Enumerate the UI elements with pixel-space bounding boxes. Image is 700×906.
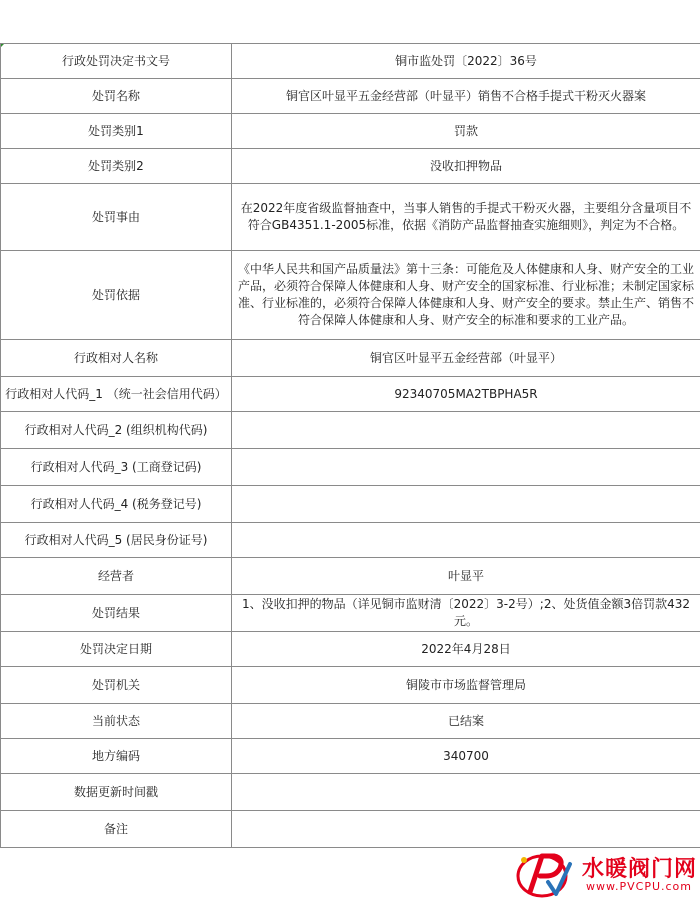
row-label: 处罚机关 (1, 667, 232, 704)
row-value: 没收扣押物品 (232, 149, 700, 184)
watermark-url: www.PVCPU.com (586, 880, 692, 893)
pv-logo-icon (512, 846, 576, 902)
table-row (1, 114, 700, 149)
row-label: 处罚类别2 (1, 149, 232, 184)
table-row (1, 739, 700, 774)
row-label: 行政相对人代码_1 （统一社会信用代码） (1, 377, 232, 412)
row-value: 1、没收扣押的物品（详见铜市监财清〔2022〕3-2号）;2、处货值金额3倍罚款432元。 (232, 595, 700, 632)
row-value: 铜市监处罚〔2022〕36号 (232, 44, 700, 79)
row-value (232, 449, 700, 486)
table-row (1, 558, 700, 595)
table-row (1, 44, 700, 79)
table-row (1, 704, 700, 739)
table-row (1, 486, 700, 523)
table-row (1, 595, 700, 632)
row-value: 《中华人民共和国产品质量法》第十三条：可能危及人体健康和人身、财产安全的工业产品，必须符合保障人体健康和人身、财产安全的国家标准、行业标准；未制定国家标准、行业标准的，必须符合保障人体健康和人身、财产安全的要求。禁止生产、销售不符合保障人体健康和人身、财产安全的标准和要求的工业产品。 (232, 251, 700, 340)
table-row (1, 149, 700, 184)
row-value: 铜官区叶显平五金经营部（叶显平）销售不合格手提式干粉灭火器案 (232, 79, 700, 114)
row-label: 处罚类别1 (1, 114, 232, 149)
row-value: 340700 (232, 739, 700, 774)
row-value (232, 412, 700, 449)
table-row (1, 449, 700, 486)
row-label: 当前状态 (1, 704, 232, 739)
table-row (1, 412, 700, 449)
row-value: 已结案 (232, 704, 700, 739)
row-label: 处罚结果 (1, 595, 232, 632)
row-label: 处罚名称 (1, 79, 232, 114)
row-label: 经营者 (1, 558, 232, 595)
row-value (232, 523, 700, 558)
table-row (1, 184, 700, 251)
row-value: 铜官区叶显平五金经营部（叶显平） (232, 340, 700, 377)
site-watermark (512, 846, 700, 902)
row-value: 在2022年度省级监督抽查中，当事人销售的手提式干粉灭火器，主要组分含量项目不符合GB4351.1-2005标准，依据《消防产品监督抽查实施细则》，判定为不合格。 (232, 184, 700, 251)
row-label: 行政相对人代码_5 (居民身份证号) (1, 523, 232, 558)
row-label: 数据更新时间戳 (1, 774, 232, 811)
table-row (1, 632, 700, 667)
row-value: 叶显平 (232, 558, 700, 595)
row-value: 92340705MA2TBPHA5R (232, 377, 700, 412)
row-value (232, 486, 700, 523)
table-row (1, 251, 700, 340)
penalty-record-table (0, 43, 700, 848)
table-row (1, 79, 700, 114)
row-label: 处罚决定日期 (1, 632, 232, 667)
table-row (1, 377, 700, 412)
row-value: 2022年4月28日 (232, 632, 700, 667)
table-row (1, 774, 700, 811)
row-label: 地方编码 (1, 739, 232, 774)
row-label: 处罚依据 (1, 251, 232, 340)
row-label: 行政处罚决定书文号 (1, 44, 232, 79)
table-row (1, 667, 700, 704)
row-label: 处罚事由 (1, 184, 232, 251)
row-label: 行政相对人名称 (1, 340, 232, 377)
row-value: 罚款 (232, 114, 700, 149)
row-label: 行政相对人代码_4 (税务登记号) (1, 486, 232, 523)
row-value (232, 811, 700, 848)
row-label: 行政相对人代码_3 (工商登记码) (1, 449, 232, 486)
table-row (1, 340, 700, 377)
table-row (1, 811, 700, 848)
row-label: 行政相对人代码_2 (组织机构代码) (1, 412, 232, 449)
watermark-title: 水暖阀门网 (582, 857, 698, 882)
row-value (232, 774, 700, 811)
table-row (1, 523, 700, 558)
row-label: 备注 (1, 811, 232, 848)
row-value: 铜陵市市场监督管理局 (232, 667, 700, 704)
